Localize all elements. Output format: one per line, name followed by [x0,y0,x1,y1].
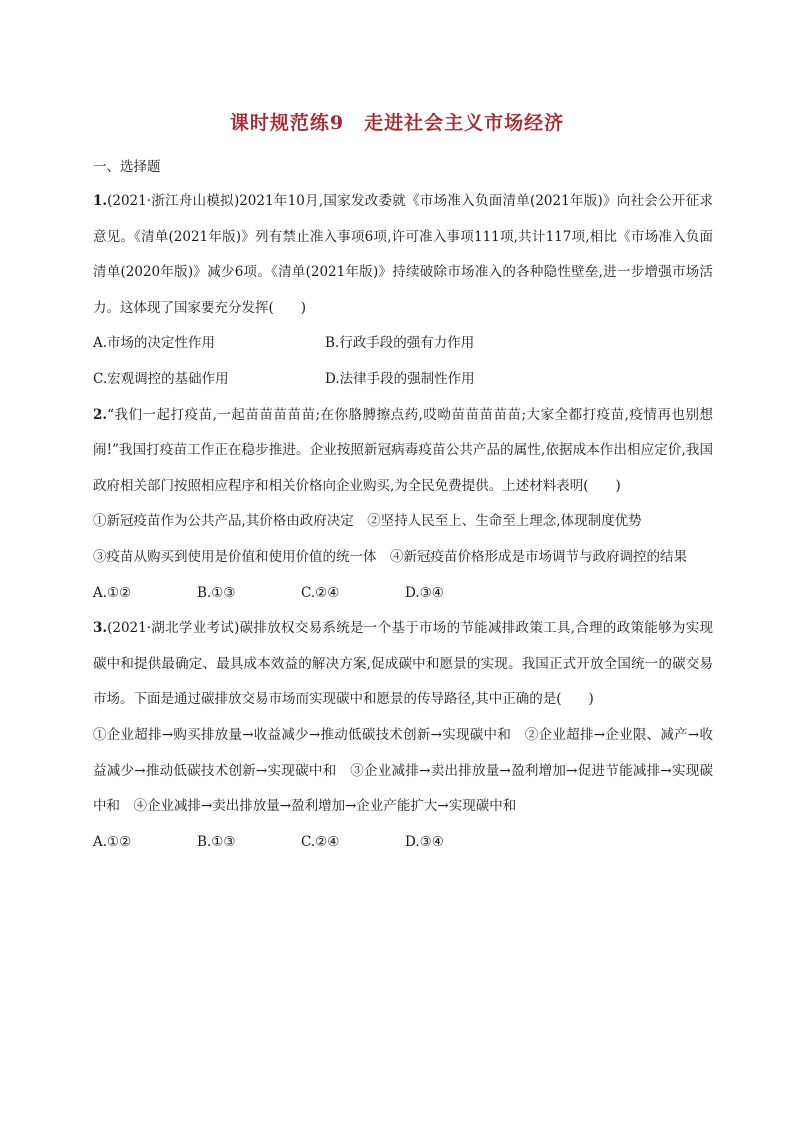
question-number: 2. [93,406,108,423]
question-stem-text: “我们一起打疫苗,一起苗苗苗苗苗;在你胳膊擦点药,哎呦苗苗苗苗苗;大家全都打疫苗,疫情再也别想闹!”我国打疫苗工作正在稳步推进。企业按照新冠病毒疫苗公共产品的属性,依据成本作出相应定价,我国政府相关部门按照相应程序和相关价格向企业购买,为全民免费提供。上述材料表明( ) [93,406,713,494]
question-stem [93,398,713,505]
option-b[interactable]: B.①③ [197,584,236,601]
option-d[interactable]: D.③④ [405,584,444,601]
section-heading: 一、选择题 [93,159,161,175]
option-c[interactable]: C.②④ [301,833,340,850]
page-title: 课时规范练9 走进社会主义市场经济 [229,112,565,134]
option-c[interactable]: C.②④ [301,584,340,601]
options-row [93,326,713,362]
option-d[interactable]: D.法律手段的强制性作用 [325,370,475,387]
question-stem-text: (2021·浙江舟山模拟)2021年10月,国家发改委就《市场准入负面清单(2021年版)》向社会公开征求意见。《清单(2021年版)》列有禁止准入事项6项,许可准入事项111项,共计117项,相比《市场准入负面清单(2020年版)》减少6项。《清单(2021年版)》持续破除市场准入的各种隐性壁垒,进一步增强市场活力。这体现了国家要充分发挥( ) [93,193,713,316]
option-c[interactable]: C.宏观调控的基础作用 [93,370,229,387]
question-list [93,184,713,860]
statement-line: ①企业超排→购买排放量→收益减少→推动低碳技术创新→实现碳中和 ②企业超排→企业限、减产→收益减少→推动低碳技术创新→实现碳中和 ③企业减排→卖出排放量→盈利增加→促进节能减排→实现碳中和 ④企业减排→卖出排放量→盈利增加→企业产能扩大→实现碳中和 [93,726,713,815]
question-3 [93,611,713,860]
option-d[interactable]: D.③④ [405,833,444,850]
question-stem [93,184,713,326]
option-a[interactable]: A.市场的决定性作用 [93,335,216,352]
question-2 [93,398,713,612]
option-a[interactable]: A.①② [93,584,132,601]
question-stem-text: (2021·湖北学业考试)碳排放权交易系统是一个基于市场的节能减排政策工具,合理的政策能够为实现碳中和提供最确定、最具成本效益的解决方案,促成碳中和愿景的实现。我国正式开放全国统一的碳交易市场。下面是通过碳排放交易市场而实现碳中和愿景的传导路径,其中正确的是( ) [93,620,713,708]
option-a[interactable]: A.①② [93,833,132,850]
statement-line: ①新冠疫苗作为公共产品,其价格由政府决定 ②坚持人民至上、生命至上理念,体现制度优势 [93,513,642,530]
question-stem [93,611,713,718]
question-1 [93,184,713,398]
options-row [93,362,713,398]
statement-line: ③疫苗从购买到使用是价值和使用价值的统一体 ④新冠疫苗价格形成是市场调节与政府调控的结果 [93,548,687,565]
option-b[interactable]: B.①③ [197,833,236,850]
option-b[interactable]: B.行政手段的强有力作用 [325,335,475,352]
question-number: 3. [93,620,108,637]
options-row [93,576,713,612]
question-number: 1. [93,193,108,209]
options-row [93,825,713,861]
